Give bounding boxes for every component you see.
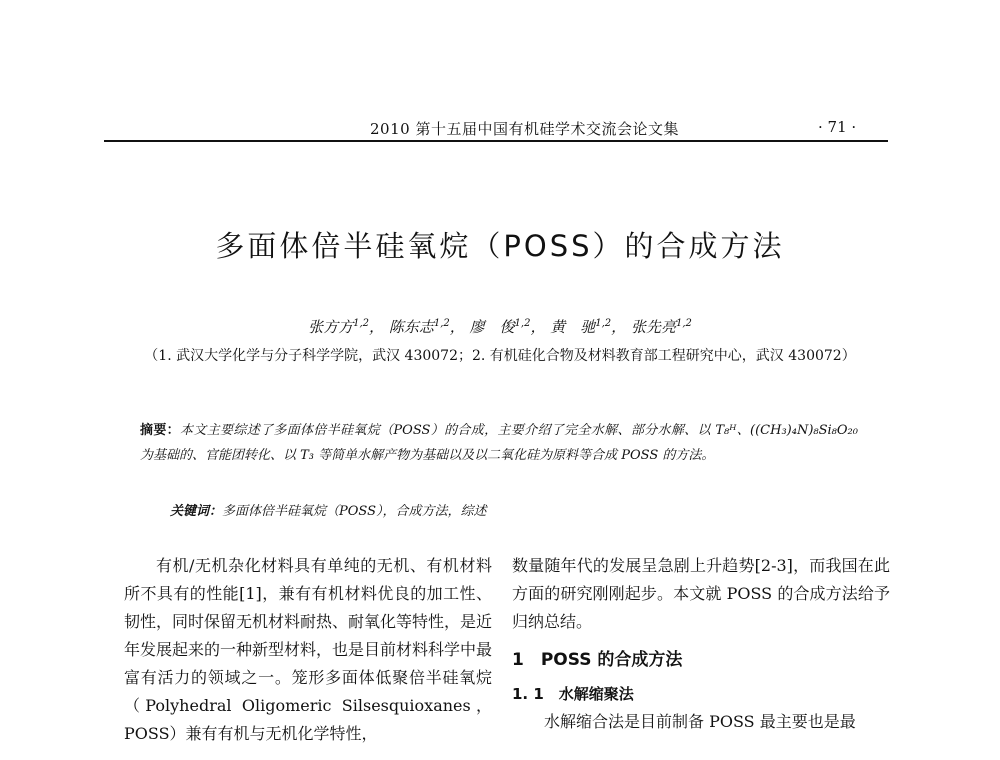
body-paragraph: 数量随年代的发展呈急剧上升趋势[2-3]，而我国在此方面的研究刚刚起步。本文就 POSS 的合成方法给予归纳总结。 — [512, 556, 890, 631]
body-left-column — [124, 552, 492, 748]
body-paragraph: 水解缩合法是目前制备 POSS 最主要也是最 — [544, 712, 856, 731]
author-name: 黄 驰 — [550, 318, 596, 336]
keywords — [170, 500, 487, 519]
author-name: 张先亮 — [630, 318, 676, 336]
running-header-title: 2010 第十五届中国有机硅学术交流会论文集 — [370, 120, 679, 138]
body-paragraph: 有机/无机杂化材料具有单纯的无机、有机材料所不具有的性能[1]，兼有有机材料优良的加工性、韧性，同时保留无机材料耐热、耐氧化等特性，是近年发展起来的一种新型材料，也是目前材料科学中最富有活力的领域之一。笼形多面体低聚倍半硅氧烷（Polyhedral Oligomeric Silsesquioxanes，POSS）兼有有机与无机化学特性， — [124, 556, 493, 743]
section-heading: 1 POSS 的合成方法 — [512, 650, 683, 670]
header-rule — [104, 140, 888, 142]
author-affiliation-mark: 1,2 — [514, 318, 531, 329]
author-list: 张方方$^{1,2}$， 陈东志$^{1,2}$， 廖 俊$^{1,2}$， 黄 驰$^{1,2}$， 张先亮$^{1,2}$ — [308, 318, 692, 336]
author-affiliation-mark: 1,2 — [675, 318, 692, 329]
paper-title: 多面体倍半硅氧烷（POSS）的合成方法 — [215, 229, 785, 263]
body-right-column — [512, 552, 890, 736]
author-name: 陈东志 — [388, 318, 434, 336]
abstract-text: 本文主要综述了多面体倍半硅氧烷（POSS）的合成，主要介绍了完全水解、部分水解、以 T₈ᴴ、((CH₃)₄N)₈Si₈O₂₀ 为基础的、官能团转化、以 T₃ 等简单水解产物为基础以及以二氧化硅为原料等合成 POSS 的方法。 — [140, 423, 858, 463]
affiliation: （1. 武汉大学化学与分子科学学院，武汉 430072；2. 有机硅化合物及材料教育部工程研究中心，武汉 430072） — [144, 348, 856, 364]
subsection-heading: 1. 1 水解缩聚法 — [512, 685, 634, 703]
author-affiliation-mark: 1,2 — [595, 318, 612, 329]
keywords-label: 关键词： — [170, 504, 223, 519]
author-name: 廖 俊 — [469, 318, 515, 336]
author-name: 张方方 — [308, 318, 354, 336]
author-affiliation-mark: 1,2 — [353, 318, 370, 329]
abstract — [140, 418, 858, 468]
author-affiliation-mark: 1,2 — [433, 318, 450, 329]
abstract-label: 摘要： — [140, 423, 181, 438]
page-number: · 71 · — [818, 118, 857, 136]
keywords-text: 多面体倍半硅氧烷（POSS），合成方法，综述 — [222, 504, 487, 519]
